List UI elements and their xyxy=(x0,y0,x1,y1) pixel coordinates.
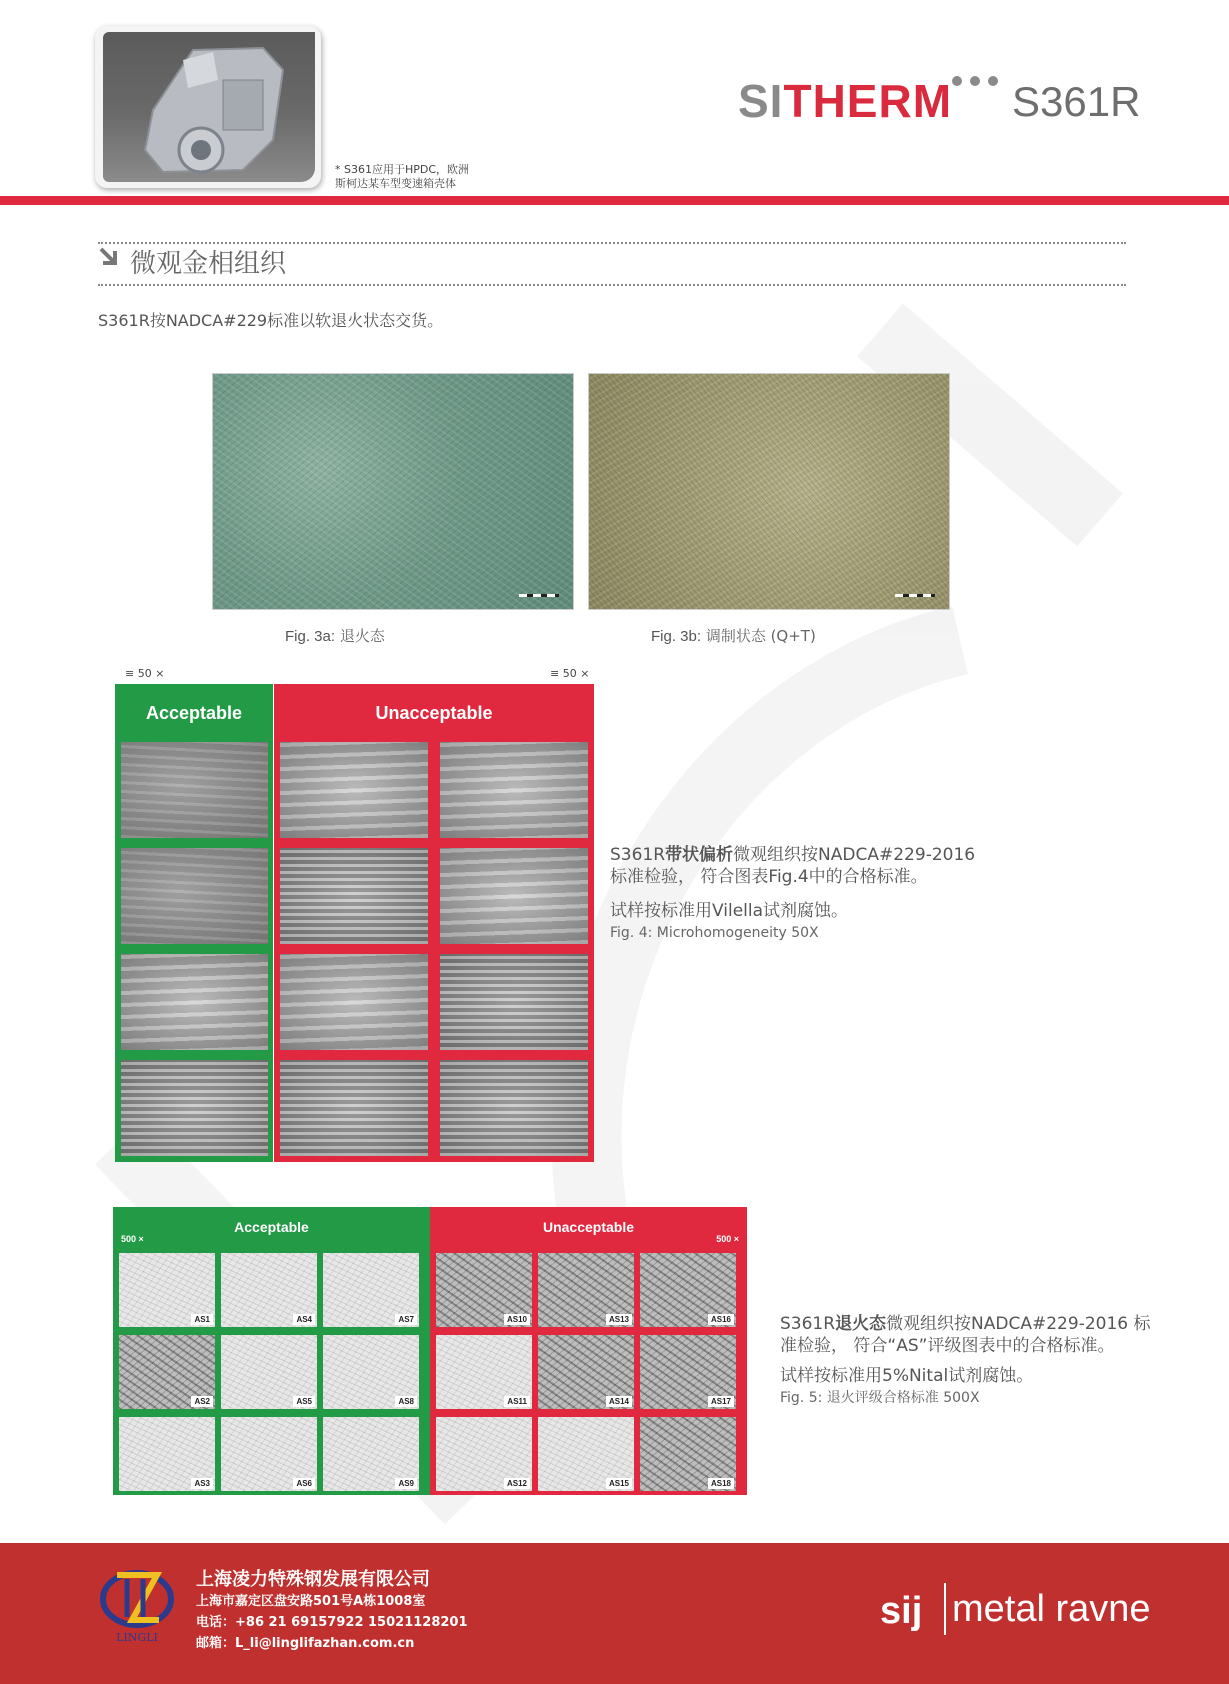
header-rule xyxy=(0,196,1229,205)
as-rating-tag: AS12 xyxy=(504,1478,530,1489)
magnification-label: ≡ 50 × xyxy=(125,667,165,680)
unacceptable-panel-50x xyxy=(274,684,594,1162)
p1-line1-c: 微观组织按NADCA#229-2016 xyxy=(733,845,976,865)
micrograph-cell xyxy=(121,742,268,838)
micrograph-cell xyxy=(280,742,428,838)
as-rating-tag: AS4 xyxy=(293,1314,315,1325)
as-rating-tag: AS2 xyxy=(191,1396,213,1407)
as-micrograph-cell xyxy=(323,1335,419,1409)
as-micrograph-cell xyxy=(119,1417,215,1491)
fig3b-text: 调制状态 (Q+T) xyxy=(705,627,816,645)
sij-logo: sij xyxy=(880,1590,923,1632)
micrograph-cell xyxy=(440,848,588,944)
micrograph-cell xyxy=(121,954,268,1050)
as-micrograph-cell xyxy=(436,1335,532,1409)
p1-line3: 试样按标准用Vilella试剂腐蚀。 xyxy=(610,901,849,921)
intro-text: S361R按NADCA#229标准以软退火状态交货。 xyxy=(98,311,444,330)
p1-line2: 标准检验， 符合图表Fig.4中的合格标准。 xyxy=(610,867,928,887)
unacceptable-label: Unacceptable xyxy=(542,1219,635,1235)
as-micrograph-cell xyxy=(538,1335,634,1409)
section-title: 微观金相组织 xyxy=(130,249,287,279)
section-rule-bottom xyxy=(98,284,1126,286)
as-rating-tag: AS6 xyxy=(293,1478,315,1489)
company-phone: 电话：+86 21 69157922 15021128201 xyxy=(196,1615,468,1630)
photo-note-line2: 斯柯达某车型变速箱壳体 xyxy=(335,177,456,190)
brand-gray-part: SI xyxy=(738,75,784,127)
as-micrograph-cell xyxy=(221,1253,317,1327)
micrograph-cell xyxy=(440,1060,588,1156)
acceptable-panel-50x xyxy=(115,684,273,1162)
as-rating-tag: AS18 xyxy=(708,1478,734,1489)
as-rating-tag: AS3 xyxy=(191,1478,213,1489)
as-micrograph-cell xyxy=(221,1417,317,1491)
as-micrograph-cell xyxy=(323,1253,419,1327)
micrograph-cell xyxy=(440,954,588,1050)
as-rating-tag: AS1 xyxy=(191,1314,213,1325)
acceptable-panel-500x xyxy=(113,1207,430,1495)
scale-bar xyxy=(895,594,935,597)
p2-line3: 试样按标准用5%Nital试剂腐蚀。 xyxy=(780,1366,1034,1386)
as-rating-tag: AS10 xyxy=(504,1314,530,1325)
micrograph-cell xyxy=(280,954,428,1050)
brand-dot xyxy=(988,76,998,86)
p2-line1-bold: 退火态 xyxy=(835,1314,887,1334)
unacceptable-panel-500x xyxy=(430,1207,747,1495)
product-photo xyxy=(95,26,321,188)
fig3a-text: 退火态 xyxy=(339,627,385,645)
unacceptable-label: Unacceptable xyxy=(375,703,493,723)
as-micrograph-cell xyxy=(538,1417,634,1491)
fig3a-caption xyxy=(285,625,385,646)
magnification-label: 500 × xyxy=(121,1234,144,1244)
as-micrograph-cell xyxy=(323,1417,419,1491)
fig4-caption: Fig. 4: Microhomogeneity 50X xyxy=(610,925,819,941)
micrograph-cell xyxy=(121,1060,268,1156)
fig3b-caption xyxy=(651,625,816,646)
as-rating-tag: AS15 xyxy=(606,1478,632,1489)
acceptable-label: Acceptable xyxy=(145,703,243,723)
micrograph-cell xyxy=(280,1060,428,1156)
as-micrograph-cell xyxy=(119,1253,215,1327)
magnification-label: 500 × xyxy=(716,1234,739,1244)
brand-dot xyxy=(952,76,962,86)
panel2-description xyxy=(780,1313,1180,1409)
fig3b-label: Fig. 3b: xyxy=(651,628,702,645)
lingli-logo-icon xyxy=(97,1565,177,1645)
as-micrograph-cell xyxy=(436,1417,532,1491)
p2-line2: 准检验， 符合“AS”评级图表中的合格标准。 xyxy=(780,1336,1115,1356)
logo-text: LINGLI xyxy=(116,1631,158,1644)
metal-ravne-logo: metal ravne xyxy=(952,1588,1151,1630)
as-micrograph-cell xyxy=(119,1335,215,1409)
company-name: 上海凌力特殊钢发展有限公司 xyxy=(196,1569,430,1590)
as-rating-tag: AS16 xyxy=(708,1314,734,1325)
photo-note-line1: * S361应用于HPDC，欧洲 xyxy=(335,163,470,176)
as-rating-tag: AS11 xyxy=(504,1396,530,1407)
p2-line1-c: 微观组织按NADCA#229-2016 标 xyxy=(886,1314,1151,1334)
p1-line1 xyxy=(610,844,1030,866)
acceptable-label: Acceptable xyxy=(234,1219,309,1235)
as-rating-tag: AS14 xyxy=(606,1396,632,1407)
micrograph-cell xyxy=(280,848,428,944)
brand-red-part: THERM xyxy=(783,75,953,127)
as-micrograph-cell xyxy=(538,1253,634,1327)
as-rating-tag: AS7 xyxy=(395,1314,417,1325)
magnification-label: ≡ 50 × xyxy=(550,667,590,680)
fig5-caption: Fig. 5: 退火评级合格标准 500X xyxy=(780,1390,980,1406)
panel1-description xyxy=(610,844,1030,944)
as-micrograph-cell xyxy=(640,1335,736,1409)
photo-note xyxy=(335,163,495,191)
as-micrograph-cell xyxy=(436,1253,532,1327)
as-micrograph-cell xyxy=(640,1417,736,1491)
micrograph-cell xyxy=(440,742,588,838)
company-address: 上海市嘉定区盘安路501号A栋1008室 xyxy=(196,1594,426,1609)
brand-dot xyxy=(970,76,980,86)
fig3a-label: Fig. 3a: xyxy=(285,628,336,645)
as-rating-tag: AS8 xyxy=(395,1396,417,1407)
model-name: S361R xyxy=(1012,78,1141,125)
as-micrograph-cell xyxy=(221,1335,317,1409)
micrograph-annealed xyxy=(212,373,574,610)
p1-line1-a: S361R xyxy=(610,845,666,865)
micrograph-cell xyxy=(121,848,268,944)
company-email: 邮箱：L_li@linglifazhan.com.cn xyxy=(196,1636,415,1651)
p2-line1 xyxy=(780,1313,1180,1335)
arrow-down-right-icon xyxy=(98,246,120,268)
as-rating-tag: AS5 xyxy=(293,1396,315,1407)
as-rating-tag: AS17 xyxy=(708,1396,734,1407)
p2-line1-a: S361R xyxy=(780,1314,836,1334)
scale-bar xyxy=(519,594,559,597)
as-rating-tag: AS9 xyxy=(395,1478,417,1489)
as-micrograph-cell xyxy=(640,1253,736,1327)
gearbox-housing-image xyxy=(123,40,303,180)
brand-separator xyxy=(944,1583,946,1635)
as-rating-tag: AS13 xyxy=(606,1314,632,1325)
micrograph-quenched-tempered xyxy=(588,373,950,610)
p1-line1-bold: 带状偏析 xyxy=(665,845,734,865)
brand-logo xyxy=(738,75,953,127)
